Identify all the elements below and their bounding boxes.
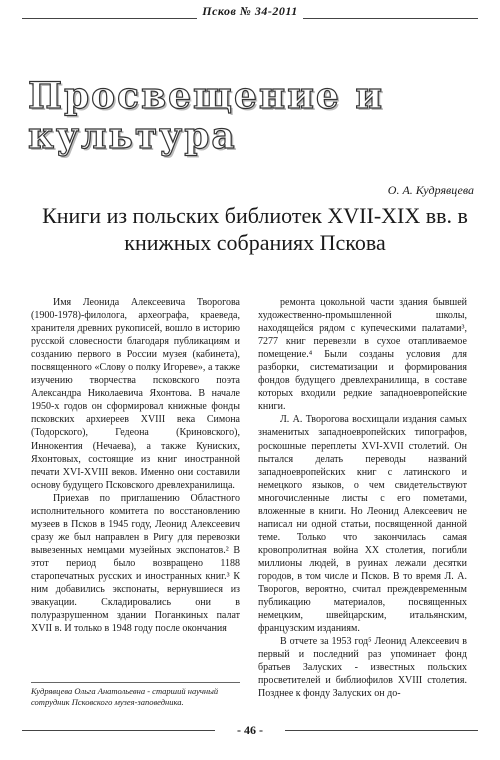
header-rule-left — [22, 18, 197, 19]
footer-rule-right — [285, 730, 478, 731]
article-title: Книги из польских библиотек XVII-XIX вв. в книжных собраниях Пскова — [42, 203, 468, 255]
author-footnote: Кудрявцева Ольга Анатольевна - старший научный сотрудник Псковского музея-заповедника. — [31, 686, 219, 707]
paragraph: Имя Леонида Алексеевича Творогова (1900-1978)-филолога, археографа, краеведа, хранителя древних рукописей, вошло в историю русской словесности благодаря публикациям и созданию первого в России музея (кабинета), посвященного «Слову о полку Игореве», а также изучению творчества псковского поэта Александра Николаевича Яхонтова. В начале 1950-х годов он сформировал книжные фонды псковских архиереев XVIII века Симона (Тодорского), Гедеона (Криновского), Иннокентия (Нечаева), а также Куниских, Яхонтовых, состоящие из книг иностранной печати XVI-XVIII веков. Именно они составили основу будущего Псковского древлехранилища. — [31, 297, 240, 491]
running-header — [0, 0, 500, 22]
article-author: О. А. Кудрявцева — [387, 183, 474, 197]
paragraph: ремонта цокольной части здания бывшей художественно-промышленной школы, находящейся рядом с купеческими палатами³, 7277 книг перевезли в сухое отапливаемое помещение.⁴ Были созданы условия для разборки, систематизации и формирования фондов будущего древлехранилища, в составе которых входили редкие западноевропейские книги. — [258, 297, 467, 413]
paragraph: Л. А. Творогова восхищали издания самых знаменитых западноевропейских типографов, роскошные переплеты XVI-XVII столетий. Он пытался делать переводы названий западноевропейских книг с латинского и немецкого языков, о чем свидетельствуют многочисленные листы с его пометами, вложенные в книги. Но Леонид Алексеевич не написал ни одной статьи, посвященной данной теме. Только что закончилась самая кровопролитная война XX столетия, погибли миллионы людей, в руинах лежали десятки городов, в том числе и Псков. В то время Л. А. Творогов, вероятно, считал преждевременным публикацию материалов, посвященных немецким, швейцарским, итальянским, французским изданиям. — [258, 414, 467, 635]
paragraph: В отчете за 1953 год⁵ Леонид Алексеевич в первый и последний раз упоминает фонд братьев Залуских - известных польских просветителей и библиофилов XVIII столетия. Позднее к фонду Залуских он до- — [258, 636, 467, 700]
journal-name: Псков № 34-2011 — [202, 4, 298, 18]
section-title: Просвещение и культура — [28, 75, 385, 157]
paragraph: Приехав по приглашению Областного исполнительного комитета по восстановлению музеев в Псков в 1945 году, Леонид Алексеевич сразу же был направлен в Ригу для перевозки вывезенных немцами музейных экспонатов.² В этот период было возвращено 1188 старопечатных русских и иностранных книг.³ К ним добавились экспонаты, вернувшиеся из эвакуации. Складировались они в полуразрушенном здании Поганкиных палат XVII в. И только в 1948 году после окончания — [31, 492, 240, 635]
header-rule-right — [303, 18, 478, 19]
footnote-divider — [31, 682, 240, 683]
footer-rule-left — [22, 730, 215, 731]
left-column — [31, 296, 240, 635]
right-column — [258, 296, 467, 700]
page-number: - 46 - — [237, 723, 263, 737]
